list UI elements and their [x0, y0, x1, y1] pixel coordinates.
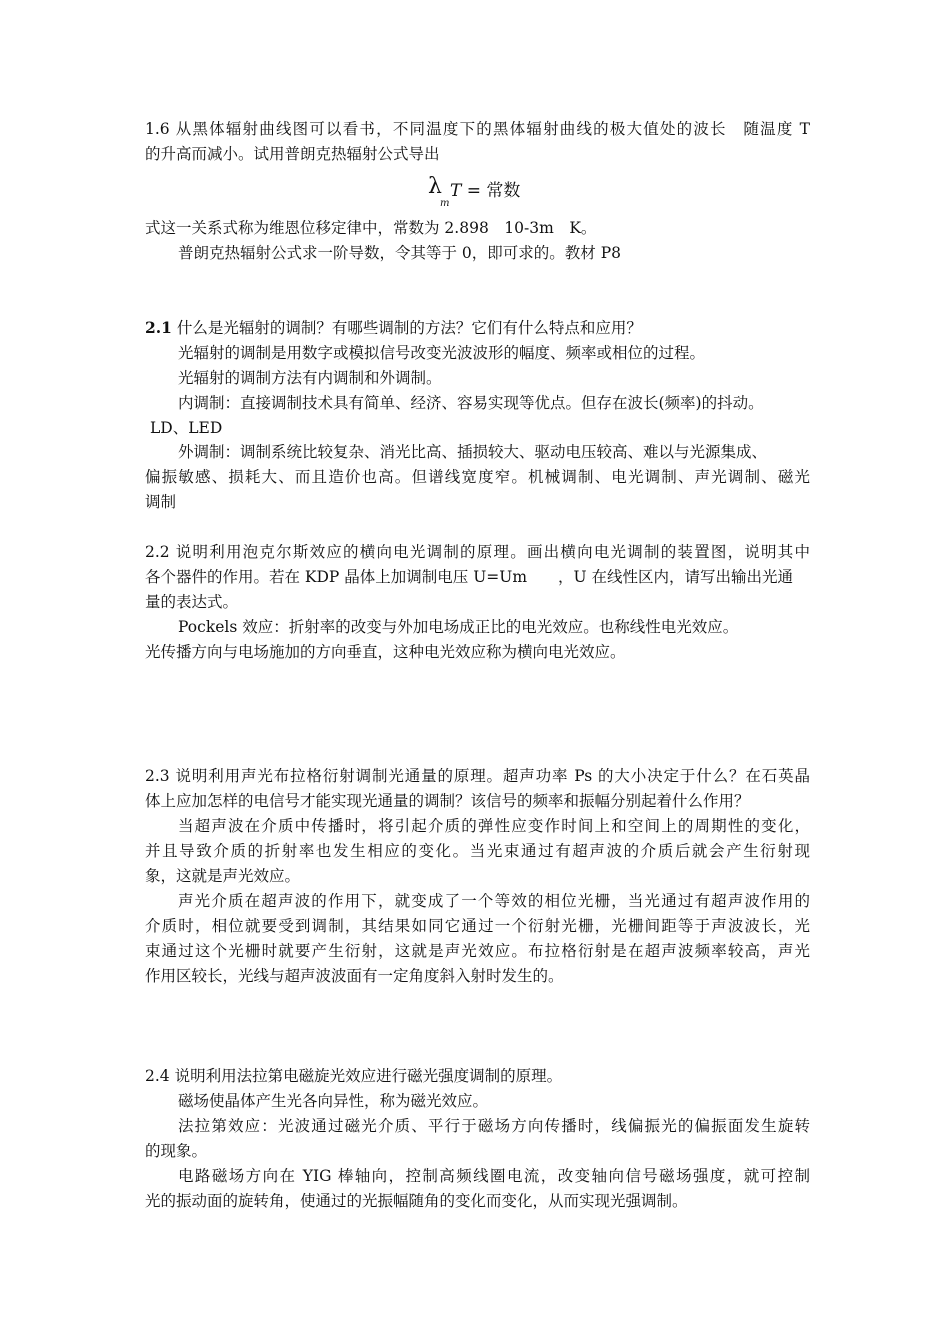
q23-answer-6: 束通过这个光栅时就要产生衍射，这就是声光效应。布拉格衍射是在超声波频率较高，声光 — [145, 942, 810, 960]
q21-para-3b: LD、LED — [150, 419, 223, 437]
wien-formula — [428, 174, 548, 214]
q21-para-4b: 偏振敏感、损耗大、而且造价也高。但谱线宽度窄。机械调制、电光调制、声光调制、磁光 — [145, 468, 810, 486]
formula-rest — [450, 176, 520, 201]
q24-answer-2: 法拉第效应：光波通过磁光介质、平行于磁场方向传播时，线偏振光的偏振面发生旋转 — [178, 1117, 810, 1135]
q24-question: 2.4 说明利用法拉第电磁旋光效应进行磁光强度调制的原理。 — [145, 1067, 563, 1085]
q16-line-1: 1.6 从黑体辐射曲线图可以看书，不同温度下的黑体辐射曲线的极大值处的波长 随温度 T — [145, 120, 810, 138]
formula-lambda: λ — [428, 174, 442, 199]
q21-question — [145, 318, 810, 338]
formula-equals-constant: = 常数 — [461, 181, 521, 201]
formula-subscript: m — [440, 198, 450, 209]
q23-question-2: 体上应加怎样的电信号才能实现光通量的调制？该信号的频率和振幅分别起着什么作用？ — [145, 792, 750, 810]
q22-question-2: 各个器件的作用。若在 KDP 晶体上加调制电压 U=Um ，U 在线性区内，请写出输出光通 — [145, 568, 794, 586]
q23-answer-5: 介质时，相位就要受到调制，其结果如同它通过一个衍射光栅，光栅间距等于声波波长，光 — [145, 917, 810, 935]
q22-answer-2: 光传播方向与电场施加的方向垂直，这种电光效应称为横向电光效应。 — [145, 643, 626, 661]
q16-line-3: 式这一关系式称为维恩位移定律中，常数为 2.898 10-3m K。 — [145, 219, 597, 237]
q23-answer-2: 并且导致介质的折射率也发生相应的变化。当光束通过有超声波的介质后就会产生衍射现 — [145, 842, 810, 860]
q21-text: 什么是光辐射的调制？有哪些调制的方法？它们有什么特点和应用？ — [171, 319, 642, 337]
q22-question-1: 2.2 说明利用泡克尔斯效应的横向电光调制的原理。画出横向电光调制的装置图，说明其中 — [145, 543, 810, 561]
q16-answer: 普朗克热辐射公式求一阶导数，令其等于 0，即可求的。教材 P8 — [178, 244, 622, 262]
formula-T: T — [450, 181, 462, 201]
q22-answer-1: Pockels 效应：折射率的改变与外加电场成正比的电光效应。也称线性电光效应。 — [178, 618, 739, 636]
q23-answer-4: 声光介质在超声波的作用下，就变成了一个等效的相位光栅，当光通过有超声波作用的 — [178, 892, 810, 910]
q23-answer-1: 当超声波在介质中传播时，将引起介质的弹性应变作时间上和空间上的周期性的变化， — [178, 817, 810, 835]
q23-answer-7: 作用区较长，光线与超声波波面有一定角度斜入射时发生的。 — [145, 967, 564, 985]
q21-para-1: 光辐射的调制是用数字或模拟信号改变光波波形的幅度、频率或相位的过程。 — [178, 344, 706, 362]
q21-para-4c: 调制 — [145, 493, 177, 511]
q21-number: 2.1 — [145, 318, 172, 337]
q21-para-4a: 外调制：调制系统比较复杂、消光比高、插损较大、驱动电压较高、难以与光源集成、 — [178, 443, 768, 461]
q23-question-1: 2.3 说明利用声光布拉格衍射调制光通量的原理。超声功率 Ps 的大小决定于什么？在石英晶 — [145, 767, 810, 785]
q24-answer-1: 磁场使晶体产生光各向异性，称为磁光效应。 — [178, 1092, 489, 1110]
q21-para-3: 内调制：直接调制技术具有简单、经济、容易实现等优点。但存在波长(频率)的抖动。 — [178, 394, 764, 412]
q16-line-2: 的升高而减小。试用普朗克热辐射公式导出 — [145, 145, 440, 163]
q22-question-3: 量的表达式。 — [145, 593, 239, 611]
q21-para-2: 光辐射的调制方法有内调制和外调制。 — [178, 369, 442, 387]
q23-answer-3: 象，这就是声光效应。 — [145, 867, 301, 885]
q24-answer-3: 的现象。 — [145, 1142, 208, 1160]
q24-answer-5: 光的振动面的旋转角，使通过的光振幅随角的变化而变化，从而实现光强调制。 — [145, 1192, 688, 1210]
q24-answer-4: 电路磁场方向在 YIG 棒轴向，控制高频线圈电流，改变轴向信号磁场强度，就可控制 — [178, 1167, 810, 1185]
